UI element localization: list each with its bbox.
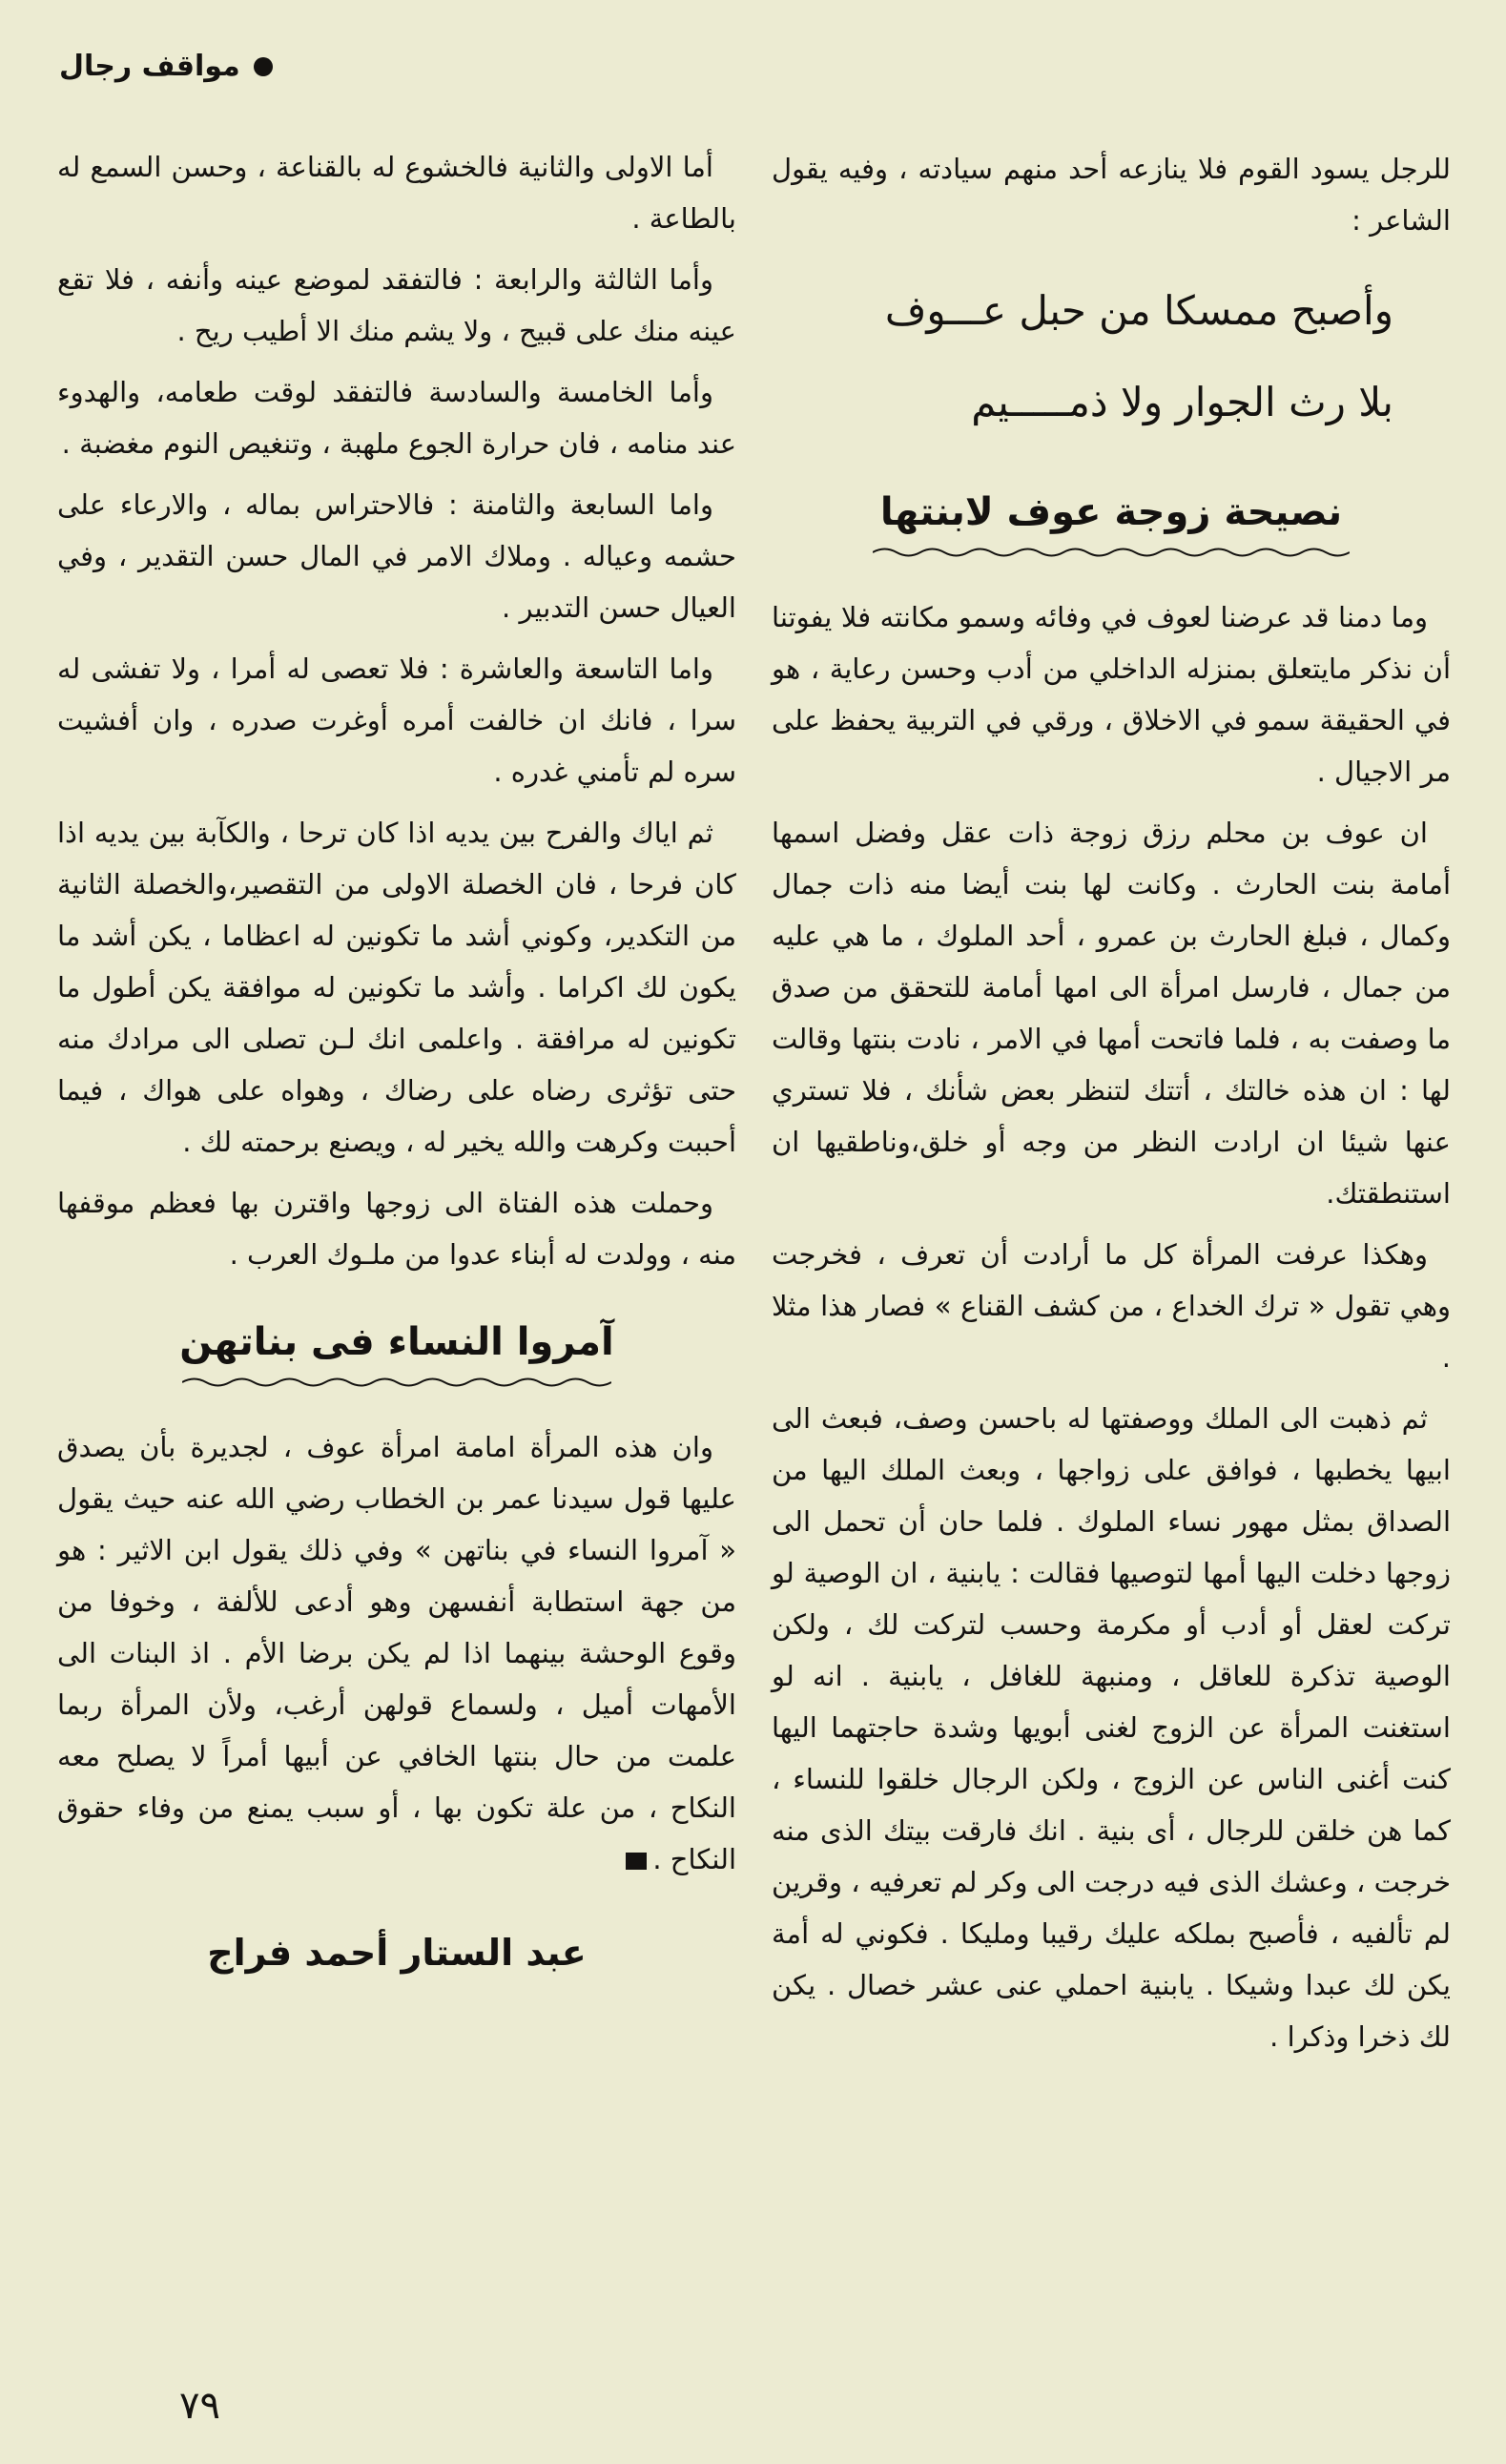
bullet-icon [254,57,273,76]
paragraph: وهكذا عرفت المرأة كل ما أرادت أن تعرف ، فخرجت وهي تقول « ترك الخداع ، من كشف القناع » فصار هذا مثلا . [772,1238,1451,1374]
paragraph: واما التاسعة والعاشرة : فلا تعصى له أمرا ، ولا تفشى له سرا ، فانك ان خالفت أمره أوغرت صدره ، وان أفشيت سره لم تأمني غدره . [57,652,736,788]
end-mark-icon [626,1853,647,1870]
page-number: ٧٩ [179,2384,220,2428]
paragraph: وأما الثالثة والرابعة : فالتفقد لموضع عينه وأنفه ، فلا تقع عينه منك على قبيح ، ولا يشم منك الا أطيب ريح . [57,263,736,347]
wavy-divider [182,1376,611,1389]
paragraph: ثم اياك والفرح بين يديه اذا كان ترحا ، والكآبة بين يديه اذا كان فرحا ، فان الخصلة الاولى من التقصير،والخصلة الثانية من التكدير، وكوني أشد ما تكونين له اعظاما ، يكن أشد ما يكون لك اكراما . وأشد ما تكونين له موافقة يكن أطول ما تكونين له مرافقة . واعلمى انك لـن تصلى الى مرادك منه حتى تؤثرى رضاه على رضاك ، وهواه على هواك ، فيما أحببت وكرهت والله يخير له ، ويصنع برحمته لك . [57,817,736,1158]
paragraph: واما السابعة والثامنة : فالاحتراس بماله ، والارعاء على حشمه وعياله . وملاك الامر في المال حسن التقدير ، وفي العيال حسن التدبير . [57,488,736,624]
paragraph: ثم ذهبت الى الملك ووصفتها له باحسن وصف، فبعث الى ابيها يخطبها ، فوافق على زواجها ، وبعث الملك اليها من الصداق بمثل مهور نساء الملوك . فلما حان أن تحمل الى زوجها دخلت اليها أمها لتوصيها فقالت : يابنية ، ان الوصية لو تركت لعقل أو أدب أو مكرمة وحسب لتركت لك ، ولكن الوصية تذكرة للعاقل ، ومنبهة للغافل ، يابنية . انه لو استغنت المرأة عن الزوج لغنى أبويها وشدة حاجتهما اليها كنت أغنى الناس عن الزوج ، ولكن الرجال خلقوا للنساء ، كما هن خلقن للرجال ، أى بنية . انك فارقت بيتك الذى منه خرجت ، وعشك الذى فيه درجت الى وكر لم تعرفيه ، وقرين لم تألفيه ، فأصبح بملكه عليك رقيبا ومليكا . فكوني له أمة يكن لك عبدا وشيكا . يابنية احملي عنى عشر خصال . يكن لك ذخرا وذكرا . [772,1402,1451,2053]
closing-paragraph [57,1421,736,1885]
intro-text: للرجل يسود القوم فلا ينازعه أحد منهم سيادته ، وفيه يقول الشاعر : [772,153,1451,237]
paragraph: وأما الخامسة والسادسة فالتفقد لوقت طعامه، والهدوء عند منامه ، فان حرارة الجوع ملهبة ، وتنغيص النوم مغضبة . [57,376,736,460]
wavy-divider [873,546,1350,559]
paragraph: ان عوف بن محلم رزق زوجة ذات عقل وفضل اسمها أمامة بنت الحارث . وكانت لها بنت أيضا منه ذات جمال وكمال ، فبلغ الحارث بن عمرو ، أحد الملوك ، ما هي عليه من جمال ، فارسل امرأة الى امها أمامة للتحقق من صدق ما وصفت به ، فلما فاتحت أمها في الامر ، نادت بنتها وقالت لها : ان هذه خالتك ، أتتك لتنظر بعض شأنك ، فلا تستري عنها شيئا ان ارادت النظر من وجه أو خلق،وناطقيها ان استنطقتك. [772,817,1451,1210]
closing-text: وان هذه المرأة امامة امرأة عوف ، لجديرة بأن يصدق عليها قول سيدنا عمر بن الخطاب رضي الله عنه حيث يقول « آمروا النساء في بناتهن » وفي ذلك يقول ابن الاثير : هو من جهة استطابة أنفسهن وهو أدعى للألفة ، وخوفا من وقوع الوحشة بينهما اذا لم يكن برضا الأم . اذ البنات الى الأمهات أميل ، ولسماع قولهن أرغب، ولأن المرأة ربما علمت من حال بنتها الخافي عن أبيها أمراً لا يصلح معه النكاح ، من علة تكون بها ، أو سبب يمنع من وفاء حقوق النكاح . [57,1431,736,1875]
section-title-advice: نصيحة زوجة عوف لابنتها [879,490,1343,534]
poem-verse [772,265,1451,448]
section-title-consult-women: آمروا النساء فى بناتهن [179,1320,614,1364]
poem-line: وأصبح ممسكا من حبل عـــوف [884,287,1393,334]
left-column [57,141,736,1978]
right-column [772,143,1451,2072]
paragraph: أما الاولى والثانية فالخشوع له بالقناعة ، وحسن السمع له بالطاعة . [57,151,736,235]
paragraph: وحملت هذه الفتاة الى زوجها واقترن بها فعظم موقفها منه ، وولدت له أبناء عدوا من ملـوك العرب . [57,1187,736,1271]
poem-line: بلا رث الجوار ولا ذمـــــيم [971,379,1393,425]
page-header [59,50,273,83]
author-name: عبد الستار أحمد فراج [207,1932,587,1974]
running-title: مواقف رجال [59,50,240,83]
paragraph: وما دمنا قد عرضنا لعوف في وفائه وسمو مكانته فلا يفوتنا أن نذكر مايتعلق بمنزله الداخلي من أدب وحسن رعاية ، هو في الحقيقة سمو في الاخلاق ، ورقي في التربية يحفظ على مر الاجيال . [772,601,1451,788]
